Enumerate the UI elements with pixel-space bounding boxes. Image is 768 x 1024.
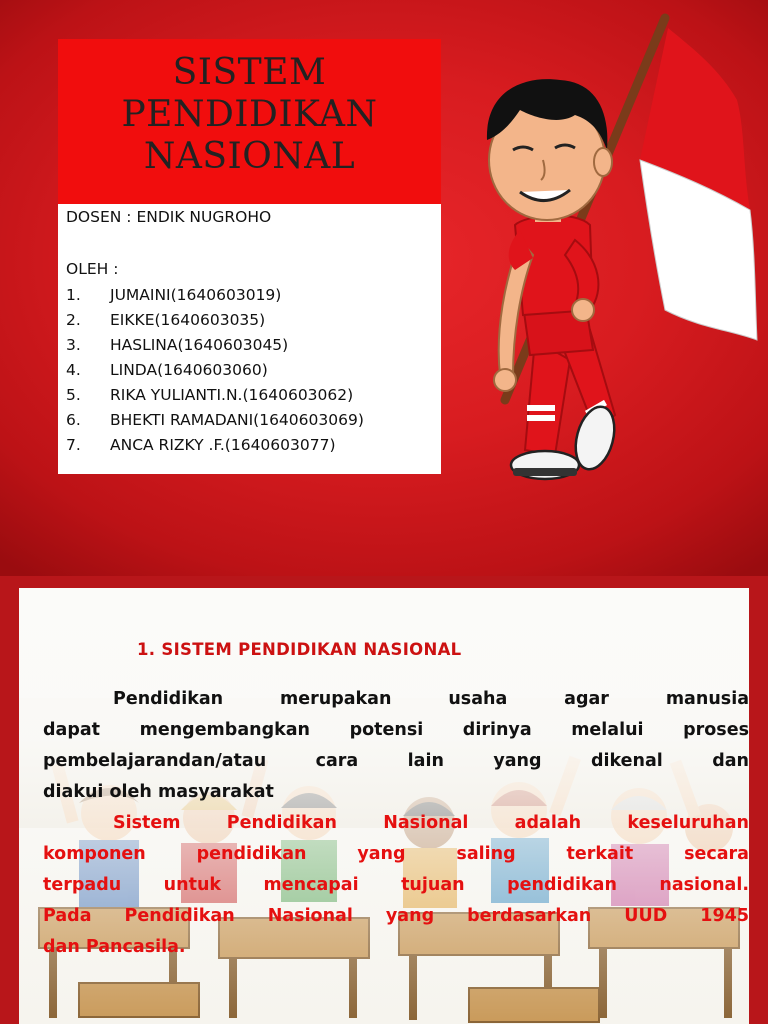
content-panel bbox=[19, 588, 749, 1024]
paragraph-line: dan Pancasila. bbox=[43, 937, 186, 957]
member-number: 7. bbox=[66, 436, 81, 454]
paragraph-line: Pada Pendidikan Nasional yang berdasarkan UUD 1945 bbox=[43, 906, 749, 926]
paragraph-line: komponen pendidikan yang saling terkait secara bbox=[43, 844, 749, 864]
paragraph-line: pembelajarandan/atau cara lain yang dikenal dan bbox=[43, 751, 749, 771]
authors-label: OLEH : bbox=[66, 260, 119, 278]
paragraph-line: dapat mengembangkan potensi dirinya melalui proses bbox=[43, 720, 749, 740]
slide-title bbox=[58, 39, 441, 178]
boy-with-indonesian-flag-icon bbox=[465, 10, 765, 495]
title-line: PENDIDIKAN bbox=[121, 94, 378, 135]
paragraph-line: Sistem Pendidikan Nasional adalah keseluruhan bbox=[113, 813, 749, 833]
member-name: ANCA RIZKY .F.(1640603077) bbox=[110, 436, 336, 454]
title-line: SISTEM bbox=[172, 52, 327, 93]
member-number: 6. bbox=[66, 411, 81, 429]
member-name: JUMAINI(1640603019) bbox=[110, 286, 282, 304]
member-number: 2. bbox=[66, 311, 81, 329]
title-box bbox=[58, 39, 441, 204]
title-line: NASIONAL bbox=[143, 136, 356, 177]
member-number: 3. bbox=[66, 336, 81, 354]
member-name: EIKKE(1640603035) bbox=[110, 311, 266, 329]
content-heading: 1. SISTEM PENDIDIKAN NASIONAL bbox=[137, 640, 462, 659]
paragraph-line: terpadu untuk mencapai tujuan pendidikan nasional. bbox=[43, 875, 749, 895]
paragraph-line: diakui oleh masyarakat bbox=[43, 782, 274, 802]
member-number: 1. bbox=[66, 286, 81, 304]
lecturer-label: DOSEN : ENDIK NUGROHO bbox=[66, 208, 272, 226]
member-number: 4. bbox=[66, 361, 81, 379]
content-slide bbox=[0, 576, 768, 1024]
member-name: LINDA(1640603060) bbox=[110, 361, 268, 379]
member-name: RIKA YULIANTI.N.(1640603062) bbox=[110, 386, 354, 404]
member-number: 5. bbox=[66, 386, 81, 404]
info-box bbox=[58, 204, 441, 474]
member-name: BHEKTI RAMADANI(1640603069) bbox=[110, 411, 364, 429]
member-name: HASLINA(1640603045) bbox=[110, 336, 289, 354]
paragraph-line: Pendidikan merupakan usaha agar manusia bbox=[113, 689, 749, 709]
